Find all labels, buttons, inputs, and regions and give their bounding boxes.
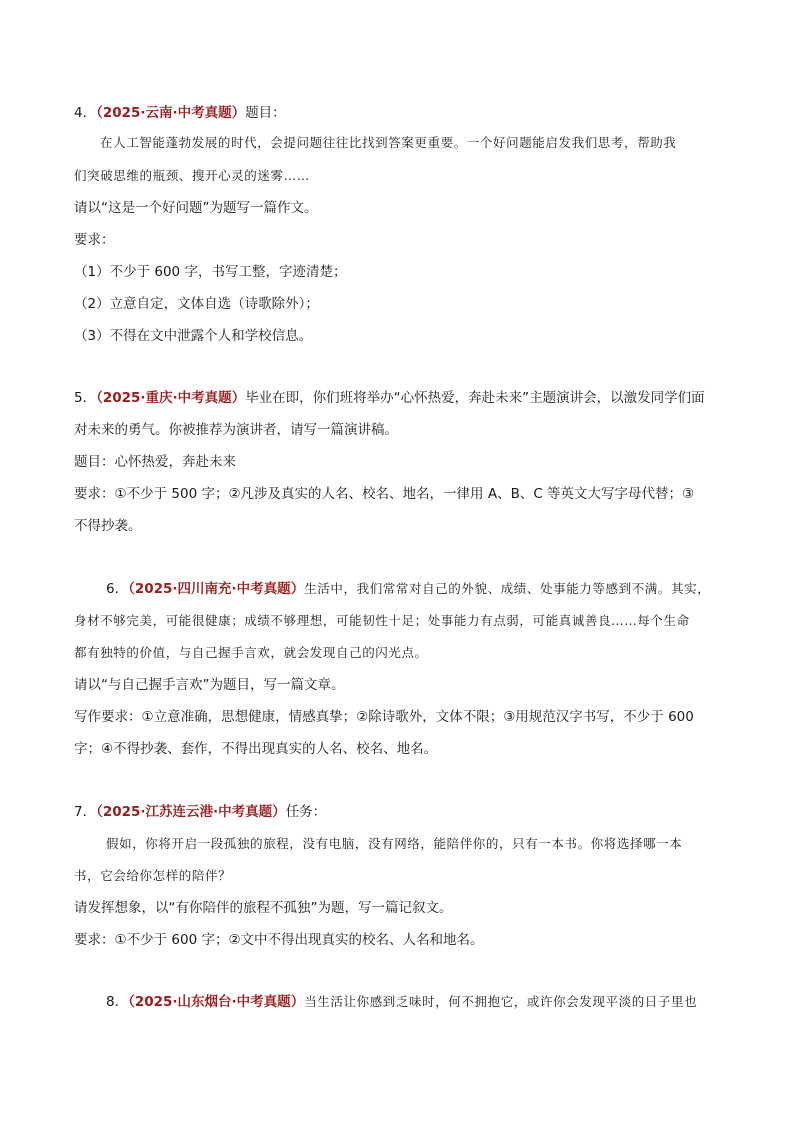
passage-line: 都有独特的价值，与自己握手言欢，就会发现自己的闪光点。: [74, 645, 428, 660]
source-open: （: [96, 390, 103, 406]
prompt-line: 请以“这是一个好问题”为题写一篇作文。: [74, 200, 318, 216]
passage-line: 书，它会给你怎样的陪伴？: [74, 868, 232, 883]
source-close: ）: [290, 994, 305, 1010]
question-lead: 题目：: [245, 105, 286, 121]
prompt-line: 对未来的勇气。你被推荐为演讲者，请写一篇演讲稿。: [74, 422, 398, 438]
requirements-line: 要求：①不少于 600 字；②文中不得出现真实的校名、人名和地名。: [74, 932, 484, 948]
source-close: ）: [231, 105, 246, 121]
question-number: 5．: [74, 390, 97, 406]
question-number: 4．: [74, 105, 97, 121]
question-source: 2025·云南·中考真题: [102, 105, 232, 121]
requirements-line: 写作要求：①立意准确，思想健康，情感真挚；②除诗歌外，文体不限；③用规范汉字书写，不少于 600: [74, 709, 694, 725]
source-open: （: [128, 581, 135, 597]
question-number: 8．: [106, 994, 129, 1010]
question-source: 2025·四川南充·中考真题: [134, 581, 291, 597]
passage-line: 们突破思维的瓶颈、搜开心灵的迷雾……: [74, 168, 310, 183]
source-open: （: [128, 994, 135, 1010]
question-source: 2025·重庆·中考真题: [102, 390, 232, 406]
question-lead: 当生活让你感到乏味时，何不拥抱它，或许你会发现平淡的日子里也: [304, 994, 698, 1009]
source-close: ）: [231, 390, 246, 406]
requirements-line: 要求：①不少于 500 字；②凡涉及真实的人名、校名、地名，一律用 A、B、C 等英文大写字母代替；③: [74, 486, 695, 502]
requirement-item: （2）立意自定，文体自选（诗歌除外）；: [74, 296, 319, 312]
question-5-header: [74, 388, 705, 408]
question-7-header: [74, 802, 326, 822]
question-source: 2025·江苏连云港·中考真题: [102, 804, 273, 820]
passage-line: 假如，你将开启一段孤独的旅程，没有电脑，没有网络，能陪伴你的，只有一本书。你将选择哪一本: [106, 836, 683, 851]
question-lead: 毕业在即，你们班将举办“心怀热爱，奔赴未来”主题演讲会，以激发同学们面: [245, 390, 705, 406]
question-6-header: [106, 579, 710, 599]
question-number: 7．: [74, 804, 97, 820]
question-4-header: [74, 103, 286, 123]
source-open: （: [96, 804, 103, 820]
requirements-line: 不得抄袭。: [74, 518, 142, 534]
source-open: （: [96, 105, 103, 121]
question-8-header: [106, 992, 697, 1012]
prompt-line: 请以“与自己握手言欢”为题目，写一篇文章。: [74, 677, 345, 693]
passage-line: 身材不够完美，可能很健康；成绩不够理想，可能韧性十足；处事能力有点弱，可能真诚善良……每个生命: [74, 613, 690, 628]
prompt-line: 请发挥想象，以“有你陪伴的旅程不孤独”为题，写一篇记叙文。: [74, 900, 453, 916]
title-line: 题目：心怀热爱，奔赴未来: [74, 454, 236, 470]
question-source: 2025·山东烟台·中考真题: [134, 994, 291, 1010]
question-number: 6．: [106, 581, 129, 597]
requirement-item: （1）不少于 600 字，书写工整，字迹清楚；: [74, 264, 347, 280]
source-close: ）: [272, 804, 286, 820]
requirements-line: 字；④不得抄袭、套作，不得出现真实的人名、校名、地名。: [74, 741, 438, 757]
question-lead: 任务：: [285, 804, 327, 820]
source-close: ）: [290, 581, 305, 597]
passage-line: 在人工智能蓬勃发展的时代，会提问题往往比找到答案更重要。一个好问题能启发我们思考，帮助我: [100, 135, 677, 150]
requirement-item: （3）不得在文中泄露个人和学校信息。: [74, 328, 313, 344]
question-lead: 生活中，我们常常对自己的外貌、成绩、处事能力等感到不满。其实，: [304, 581, 711, 596]
requirements-heading: 要求：: [74, 232, 115, 248]
